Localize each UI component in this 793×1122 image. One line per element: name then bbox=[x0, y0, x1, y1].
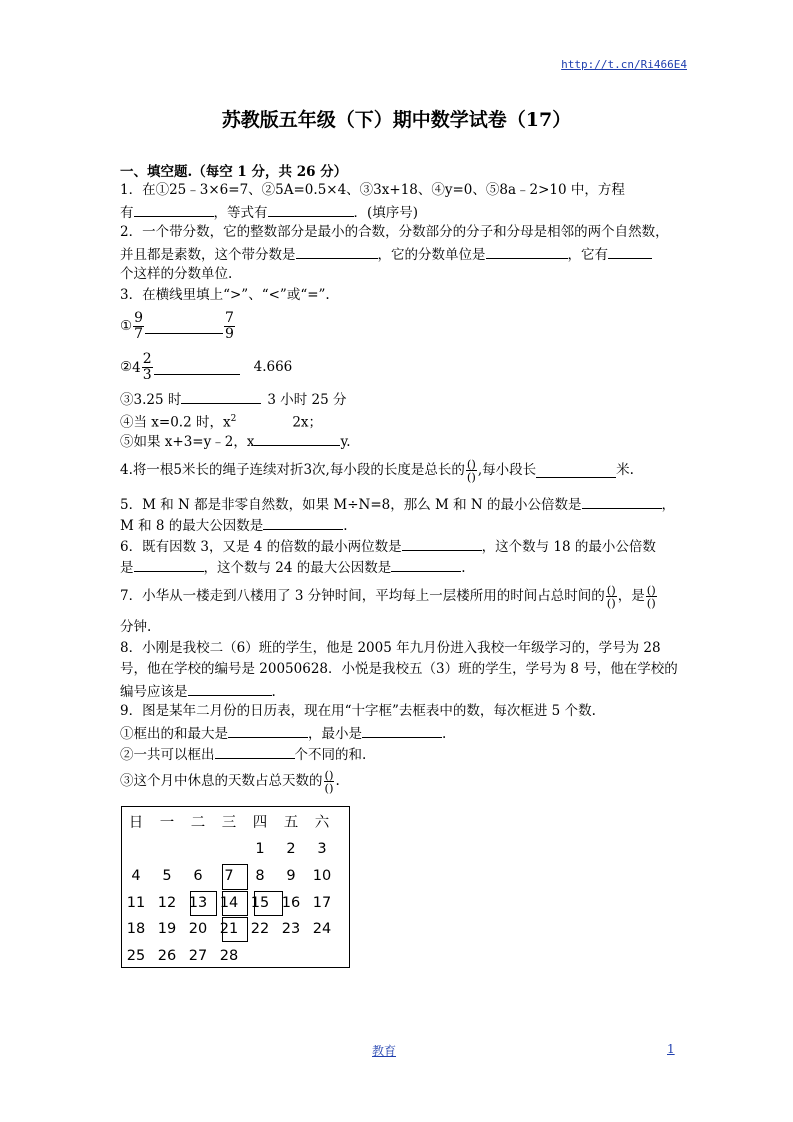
q2-text-b: ，它的分数单位是 bbox=[377, 247, 486, 263]
q5-text-a: 5．M 和 N 都是非零自然数，如果 M÷N=8，那么 M 和 N 的最小公倍数是 bbox=[120, 497, 582, 513]
q7-text-a: 7．小华从一楼走到八楼用了 3 分钟时间，平均每上一层楼所用的时间占总时间的 bbox=[120, 588, 605, 604]
q3-item2 bbox=[120, 350, 292, 385]
q8-text-a: 编号应该是 bbox=[120, 684, 188, 700]
q4-text-b: ,每小段长 bbox=[477, 462, 537, 478]
q3-item3-answer-blank[interactable] bbox=[181, 389, 261, 404]
calendar-day-cell bbox=[217, 839, 241, 859]
cross-frame-box bbox=[254, 891, 283, 916]
q6-text-c: 是 bbox=[120, 560, 134, 576]
q9-sub2 bbox=[120, 744, 366, 764]
q3-item4-exponent: 2 bbox=[230, 414, 237, 424]
calendar-day-cell bbox=[186, 839, 210, 859]
q6-text-a: 6．既有因数 3，又是 4 的倍数的最小两位数是 bbox=[120, 539, 402, 555]
calendar-header-cell: 六 bbox=[314, 815, 330, 831]
calendar-day-cell: 28 bbox=[219, 948, 239, 964]
q2-line3: 个这样的分数单位. bbox=[120, 266, 233, 282]
calendar-day-cell: 26 bbox=[157, 948, 177, 964]
calendar-day-cell bbox=[310, 946, 334, 966]
q6-answer-blank-number[interactable] bbox=[402, 536, 482, 551]
q9-answer-blank-min[interactable] bbox=[362, 723, 442, 738]
q1-line1: 1．在①25﹣3×6=7、②5A=0.5×4、③3x+18、④y=0、⑤8a﹣2>10 中，方程 bbox=[120, 182, 625, 198]
q3-item1-fraction-left: $\frac{9}{7}$ bbox=[134, 310, 144, 342]
q2-answer-blank-count[interactable] bbox=[608, 244, 652, 259]
cross-frame-box bbox=[222, 917, 248, 942]
calendar-header-cell: 二 bbox=[190, 815, 206, 831]
q5-text-c: M 和 8 的最大公因数是 bbox=[120, 518, 264, 534]
q5-text-b: ， bbox=[661, 497, 676, 513]
q7-text-b: ，是 bbox=[617, 588, 645, 604]
calendar-day-cell: 10 bbox=[312, 868, 332, 884]
q3-item2-mixed-number: 4 $\frac{2}{3}$ bbox=[132, 351, 152, 383]
q5-text-d: . bbox=[343, 518, 348, 534]
calendar-day-cell: 19 bbox=[157, 921, 177, 937]
calendar-day-cell: 12 bbox=[157, 895, 177, 911]
calendar-day-cell: 20 bbox=[188, 921, 208, 937]
q2-line1: 2．一个带分数，它的整数部分是最小的合数，分数部分的分子和分母是相邻的两个自然数， bbox=[120, 224, 669, 240]
q3-item5-right: y. bbox=[340, 434, 351, 450]
calendar-header-cell: 一 bbox=[159, 815, 175, 831]
calendar-day-cell: 6 bbox=[193, 868, 203, 884]
q3-item1 bbox=[120, 309, 236, 343]
calendar-day-cell: 2 bbox=[286, 841, 296, 857]
calendar-day-cell: 21 bbox=[219, 921, 239, 937]
q9-sub3-text-a: ③这个月中休息的天数占总天数的 bbox=[120, 773, 323, 789]
q3-item5-mark: ⑤ bbox=[120, 434, 134, 450]
cross-frame-box bbox=[222, 891, 248, 916]
q7-fraction-blank-1[interactable]: $\frac{()}{()}$ bbox=[606, 583, 616, 610]
q9-fraction-blank[interactable]: $\frac{()}{()}$ bbox=[324, 768, 334, 795]
calendar-day-cell: 1 bbox=[255, 841, 265, 857]
q9-sub3-text-b: . bbox=[335, 773, 340, 789]
q3-item3 bbox=[120, 389, 347, 409]
q1-text-c: ．(填序号) bbox=[353, 205, 419, 221]
q4-answer-blank-length[interactable] bbox=[536, 463, 616, 478]
q6-answer-blank-gcd[interactable] bbox=[391, 557, 461, 572]
q9-answer-blank-max[interactable] bbox=[228, 723, 308, 738]
calendar-day-cell: 8 bbox=[255, 868, 265, 884]
q9-answer-blank-count[interactable] bbox=[215, 744, 295, 759]
calendar-day-cell bbox=[248, 946, 272, 966]
q5-answer-blank-gcd[interactable] bbox=[263, 515, 343, 530]
q1-text-a: 有 bbox=[120, 205, 134, 221]
calendar-day-cell: 7 bbox=[224, 868, 234, 884]
q1-answer-blank-equality[interactable] bbox=[268, 202, 354, 217]
calendar-day-cell: 9 bbox=[286, 868, 296, 884]
q6-line1 bbox=[120, 536, 656, 556]
q9-sub2-text-b: 个不同的和. bbox=[294, 747, 367, 763]
calendar-day-cell bbox=[279, 946, 303, 966]
calendar-day-cell: 23 bbox=[281, 921, 301, 937]
calendar-day-cell: 4 bbox=[131, 868, 141, 884]
q3-item4-left: 当 x=0.2 时，x bbox=[133, 414, 231, 431]
q2-line2 bbox=[120, 244, 652, 264]
footer-link[interactable]: 教育 bbox=[372, 1044, 397, 1058]
q9-sub2-text-a: ②一共可以框出 bbox=[120, 747, 215, 763]
q5-answer-blank-lcm[interactable] bbox=[582, 494, 662, 509]
q6-line2 bbox=[120, 557, 466, 577]
q4-text-a: 4.将一根5米长的绳子连续对折3次,每小段的长度是总长的 bbox=[120, 462, 465, 478]
q3-item5-left: 如果 x+3=y﹣2，x bbox=[133, 434, 255, 450]
calendar-header-cell: 日 bbox=[128, 815, 144, 831]
q1-answer-blank-equation[interactable] bbox=[134, 202, 214, 217]
q4-text-c: 米. bbox=[616, 462, 634, 478]
q3-item3-left: 3.25 时 bbox=[133, 392, 182, 408]
q7-fraction-blank-2[interactable]: $\frac{()}{()}$ bbox=[646, 583, 656, 610]
q6-text-b: ，这个数与 18 的最小公倍数 bbox=[481, 539, 656, 555]
calendar-day-cell: 22 bbox=[250, 921, 270, 937]
cross-frame-box bbox=[222, 864, 248, 890]
q7-line2: 分钟. bbox=[120, 619, 152, 635]
calendar-day-cell: 18 bbox=[126, 921, 146, 937]
calendar-header-cell: 四 bbox=[252, 815, 268, 831]
calendar-table bbox=[121, 806, 350, 968]
q3-item3-right: 3 小时 25 分 bbox=[267, 392, 347, 408]
q8-text-b: . bbox=[271, 684, 276, 700]
q3-item2-answer-blank[interactable] bbox=[154, 360, 240, 375]
q1-text-b: ，等式有 bbox=[213, 205, 268, 221]
q3-intro: 3．在横线里填上“>”、“<”或“=”. bbox=[120, 287, 330, 303]
q4-fraction-blank[interactable]: $\frac{()}{()}$ bbox=[466, 457, 476, 484]
q2-text-a: 并且都是素数，这个带分数是 bbox=[120, 247, 296, 263]
q2-text-c: ，它有 bbox=[567, 247, 608, 263]
q3-item2-mark: ② bbox=[120, 359, 133, 375]
q9-sub1-text-c: . bbox=[442, 726, 447, 742]
section-heading: 一、填空题.（每空 1 分，共 26 分） bbox=[120, 164, 348, 180]
calendar-day-cell: 3 bbox=[317, 841, 327, 857]
q9-sub1-text-a: ①框出的和最大是 bbox=[120, 726, 228, 742]
q5-line1 bbox=[120, 494, 675, 514]
q9-sub3 bbox=[120, 766, 340, 796]
q3-item1-answer-blank[interactable] bbox=[145, 319, 223, 334]
cross-frame-box bbox=[190, 891, 217, 916]
q9-sub1-text-b: ，最小是 bbox=[308, 726, 362, 742]
calendar-day-cell: 25 bbox=[126, 948, 146, 964]
q2-answer-blank-unit[interactable] bbox=[486, 244, 568, 259]
q3-item4-right: 2x； bbox=[292, 414, 323, 431]
q8-line2: 号，他在学校的编号是 20050628．小悦是我校五（3）班的学生，学号为 8 号，他在学校的 bbox=[120, 661, 678, 677]
q3-item4 bbox=[120, 410, 322, 432]
q7-line1 bbox=[120, 580, 658, 612]
q3-item4-mark: ④ bbox=[120, 414, 134, 431]
q1-line2 bbox=[120, 202, 418, 222]
q4-line bbox=[120, 455, 634, 485]
calendar-day-cell bbox=[124, 839, 148, 859]
calendar-day-cell: 27 bbox=[188, 948, 208, 964]
q8-line3 bbox=[120, 681, 276, 701]
page-number[interactable]: 1 bbox=[667, 1042, 675, 1056]
page-title: 苏教版五年级（下）期中数学试卷（17） bbox=[221, 109, 572, 131]
q9-sub1 bbox=[120, 723, 446, 743]
q2-answer-blank-mixed-number[interactable] bbox=[296, 244, 378, 259]
calendar-day-cell: 14 bbox=[219, 895, 239, 911]
calendar-day-cell: 13 bbox=[188, 895, 208, 911]
calendar-day-cell: 17 bbox=[312, 895, 332, 911]
calendar-header-cell: 三 bbox=[221, 815, 237, 831]
q8-line1: 8．小刚是我校二（6）班的学生，他是 2005 年九月份进入我校一年级学习的，学号为 28 bbox=[120, 640, 661, 656]
calendar-day-cell: 16 bbox=[281, 895, 301, 911]
calendar-day-cell bbox=[155, 839, 179, 859]
calendar-day-cell: 15 bbox=[250, 895, 270, 911]
q5-line2 bbox=[120, 515, 348, 535]
q3-item1-fraction-right: $\frac{7}{9}$ bbox=[225, 310, 234, 342]
q6-text-d: ，这个数与 24 的最大公因数是 bbox=[203, 560, 392, 576]
q3-item2-right: 4.666 bbox=[253, 359, 293, 375]
q3-item5 bbox=[120, 431, 351, 451]
calendar-day-cell: 5 bbox=[162, 868, 172, 884]
q6-answer-blank-lcm[interactable] bbox=[134, 557, 204, 572]
q8-answer-blank-id[interactable] bbox=[188, 681, 272, 696]
q3-item5-answer-blank[interactable] bbox=[254, 431, 340, 446]
q9-intro: 9．图是某年二月份的日历表，现在用“十字框”去框表中的数，每次框进 5 个数. bbox=[120, 703, 596, 719]
q6-text-e: . bbox=[461, 560, 466, 576]
calendar-header-cell: 五 bbox=[283, 815, 299, 831]
q3-item1-mark: ① bbox=[120, 318, 133, 334]
header-url-link[interactable]: http://t.cn/Ri466E4 bbox=[561, 58, 687, 71]
calendar-day-cell: 24 bbox=[312, 921, 332, 937]
q3-item3-mark: ③ bbox=[120, 392, 134, 408]
calendar-day-cell: 11 bbox=[126, 895, 146, 911]
